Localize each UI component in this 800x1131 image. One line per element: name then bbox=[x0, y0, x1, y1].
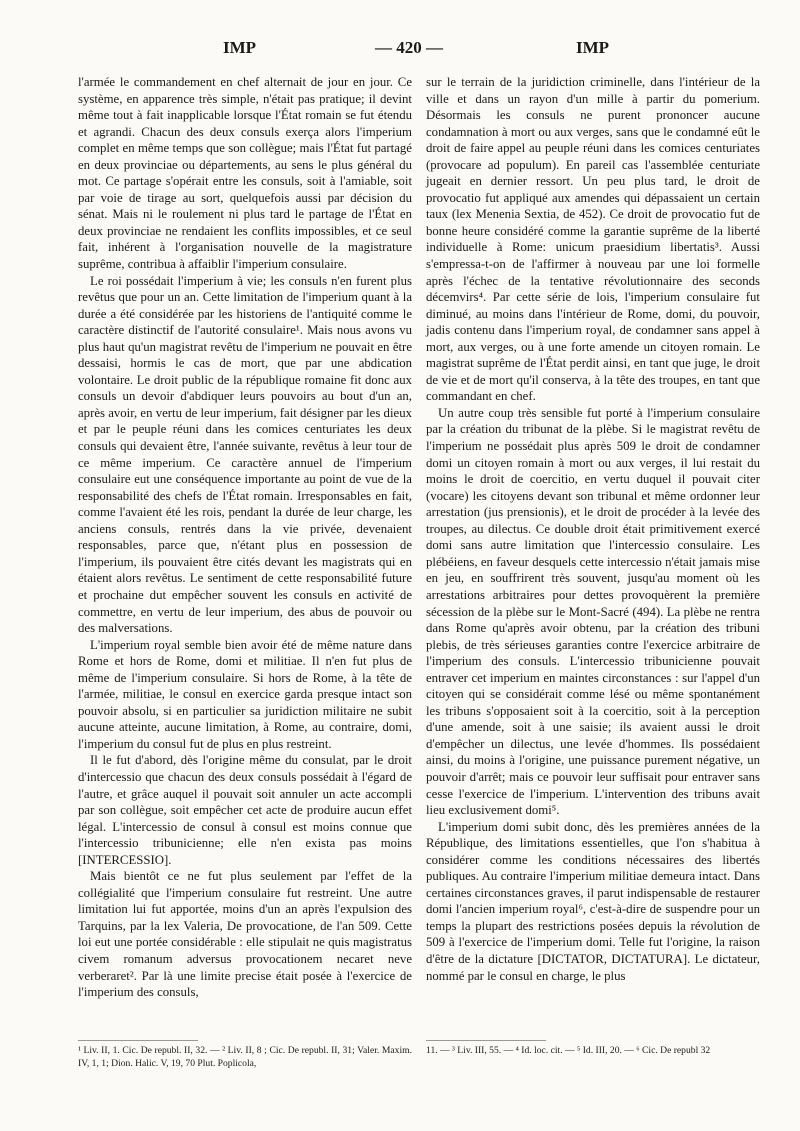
paragraph: sur le terrain de la juridiction criminelle, dans l'intérieur de la ville et dans un rayon d'un mille à partir du pomerium. Désormais les consuls ne purent prononcer aucune condamnation à mort ou aux verges, sans que le condamné eût le droit de faire appel au peuple réuni dans les comices centuriates (provocare ad populum). En pareil cas l'assemblée centuriate jugeait en dernier ressort. Un peu plus tard, le droit de provocatio fut appliqué aux amendes qui dépassaient un certain taux (lex Menenia Sextia, de 452). Ce droit de provocatio fut de bonne heure considéré comme la garantie suprême de la liberté individuelle à Rome: unicum praesidium libertatis³. Aussi s'empressa-t-on de l'affirmer à nouveau par une loi formelle après l'échec de la tentative révolutionnaire des seconds décemvirs⁴. Par cette série de lois, l'imperium consulaire fut diminué, au moins dans l'intérieur de Rome, domi, du pouvoir, jadis contenu dans l'imperium royal, de condamner sans appel à mort, aux verges, ou à une forte amende un citoyen romain. Le magistrat suprême de l'État perdit ainsi, en tant que juge, le droit de vie et de mort qu'il conserva, à la tête des troupes, en tant que commandant en chef. bbox=[426, 75, 760, 404]
footnotes-left: ¹ Liv. II, 1. Cic. De republ. II, 32. — ² Liv. II, 8 ; Cic. De republ. II, 31; Valer. Maxim. IV, 1, 1; Dion. Halic. V, 19, 70 Plut. Poplicola, bbox=[78, 1045, 412, 1069]
footnotes-right: 11. — ³ Liv. III, 55. — ⁴ Id. loc. cit. — ⁵ Id. III, 20. — ⁶ Cic. De republ 32 bbox=[426, 1045, 711, 1056]
left-column bbox=[78, 74, 412, 1001]
footnote-divider bbox=[78, 1040, 198, 1041]
header-right: IMP bbox=[576, 38, 610, 57]
paragraph: L'imperium royal semble bien avoir été de même nature dans Rome et hors de Rome, domi et militiae. Il n'en fut plus de même de l'imperium consulaire. Si hors de Rome, à la tête de l'armée, militiae, le consul en exercice garda presque intact son pouvoir absolu, si en particulier sa juridiction militaire ne subit aucune atteinte, aucune limitation, à Rome, au contraire, domi, l'imperium du consul fut de plus en plus restreint. bbox=[78, 637, 412, 751]
header-left: IMP bbox=[223, 38, 257, 57]
page-number: — 420 — bbox=[375, 38, 443, 57]
paragraph: Un autre coup très sensible fut porté à l'imperium consulaire par la création du tribunat de la plèbe. Si le magistrat revêtu de l'imperium ne possédait plus après 509 le droit de condamner domi un citoyen romain à mort ou aux verges, il lui restait du moins le droit de coercitio, en vertu duquel il pouvait citer (vocare) les citoyens devant son tribunal et même ordonner leur arrestation (jus prensionis), et le droit de procéder à la levée des troupes, au dilectus. Ce double droit était primitivement exercé domi sans autre limitation que l'intercessio consulaire. Les plébéiens, en faveur desquels cette intercessio n'était jamais mise en jeu, en souffrirent très souvent, jusqu'au moment où les arrestations arbitraires pour dettes provoquèrent la première sécession de la plèbe sur le Mont-Sacré (494). La plèbe ne rentra dans Rome qu'après avoir obtenu, par la création des tribuni plebis, de très sérieuses garanties contre l'exercice arbitraire de l'imperium des consuls. L'intercessio tribunicienne pouvait entraver cet imperium en maintes circonstances : sur l'appel d'un citoyen qui se considérait comme lésé ou même spontanément les tribuns s'opposaient soit à la coercitio, soit à la perception d'une amende, soit à une saisie; ils avaient aussi le droit d'empêcher un dilectus, une levée d'hommes. Ils possédaient ainsi, du moins à l'origine, une puissance purement négative, un pouvoir d'arrêt; mais ce pouvoir leur suffisait pour entraver sans cesse l'exercice de l'imperium. L'intervention des tribuns avait lieu exclusivement domi⁵. bbox=[426, 405, 760, 818]
paragraph: Mais bientôt ce ne fut plus seulement par l'effet de la collégialité que l'imperium consulaire fut restreint. Une autre limitation lui fut apportée, moins d'un an après l'expulsion des Tarquins, par la lex Valeria, De provocatione, de l'an 509. Cette loi eut une portée considérable : elle stipulait ne quis magistratus civem romanum adversus provocationem necaret neve verberaret². Par là une limite precise était posée à l'exercice de l'imperium des consuls, bbox=[78, 869, 412, 1000]
right-column bbox=[426, 74, 760, 984]
paragraph: l'armée le commandement en chef alternait de jour en jour. Ce système, en apparence très simple, n'était pas pratique; il devint même tout à fait inapplicable lorsque l'État romain se fut étendu et agrandi. Chacun des deux consuls exerça alors l'imperium complet en même temps que son collègue; mais l'État fut partagé en deux provinciae ou départements, au sens le plus général du mot. Ce partage s'opérait entre les consuls, soit à l'amiable, soit par voie de tirage au sort, quelquefois aussi par décision du sénat. Mais ni le roulement ni plus tard le partage de l'État en deux provinciae ne rendaient les conflits impossibles, et ce seul fait, inhérent à l'organisation nouvelle de la magistrature suprême, contribua à affaiblir l'imperium consulaire. bbox=[78, 75, 412, 272]
paragraph: Le roi possédait l'imperium à vie; les consuls n'en furent plus revêtus que pour un an. Cette limitation de l'imperium quant à la durée a été considérée par les historiens de l'antiquité comme le caractère distinctif de l'autorité consulaire¹. Mais nous avons vu plus haut qu'un magistrat revêtu de l'imperium ne pouvait en être dessaisi, hormis le cas de mort, que par une abdication volontaire. Le droit public de la république romaine fit donc aux consuls un devoir d'abdiquer leurs pouvoirs au bout d'un an, après avoir, en vertu de leur imperium, fait désigner par les dieux et par le peuple réuni dans les comices centuriates les deux consuls qui devaient être, l'année suivante, revêtus à leur tour de ce même imperium. Ce caractère annuel de l'imperium consulaire eut une conséquence importante au point de vue de la responsabilité des chefs de l'État romain. Irresponsables en fait, comme l'avaient été les rois, pendant la durée de leur charge, les anciens consuls, rentrés dans la vie privée, devenaient responsables, parce que, n'étant plus en possession de l'imperium, ils pouvaient être cités devant les magistrats qui en étaient alors revêtus. Le sentiment de cette responsabilité future et prochaine dut empêcher souvent les consuls en activité de commettre, en vertu de leur imperium, des abus de pouvoir ou des malversations. bbox=[78, 273, 412, 636]
paragraph: Il le fut d'abord, dès l'origine même du consulat, par le droit d'intercessio que chacun des deux consuls possédait à l'égard de l'autre, et grâce auquel il pouvait soit annuler un acte accompli par son collègue, soit empêcher cet acte de produire aucun effet légal. L'intercessio de consul à consul est moins connue que l'intercessio tribunicienne; elle n'en exista pas moins [INTERCESSIO]. bbox=[78, 753, 412, 867]
footnote-divider bbox=[426, 1040, 546, 1041]
paragraph: L'imperium domi subit donc, dès les premières années de la République, des limitations essentielles, que l'on s'habitua à considérer comme les conditions nécessaires des libertés publiques. Au contraire l'imperium militiae demeura intact. Dans certaines circonstances graves, il parut indispensable de restaurer domi l'ancien imperium royal⁶, c'est-à-dire de suspendre pour un temps la plupart des restrictions posées depuis la révolution de 509 à l'exercice de l'imperium domi. Telle fut l'origine, la raison d'être de la dictature [DICTATOR, DICTATURA]. Le dictateur, nommé par le consul en charge, le plus bbox=[426, 819, 760, 983]
page-header bbox=[0, 38, 800, 58]
